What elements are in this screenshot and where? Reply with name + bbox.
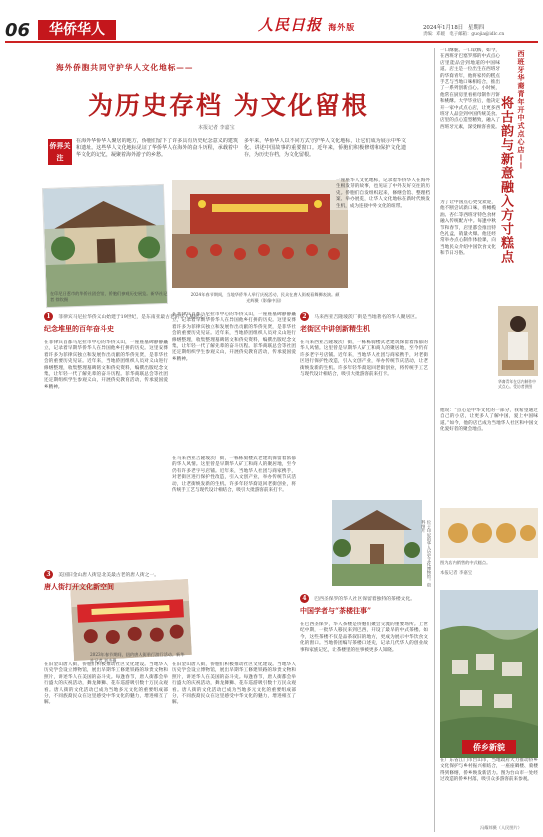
section-name: 华侨华人 (49, 22, 105, 38)
lead-kicker: 海外侨胞共同守护华人文化地标—— (56, 63, 194, 72)
qiaoxiang-badge (462, 740, 516, 754)
tag-badge (48, 139, 72, 165)
intro-right: 多年来，华侨华人以不同方式守护华人文化地标，让它们成为展示中华文化、讲述中国故事的重要窗口。近年来，侨胞们积极修缮和保护文化遗存，为历史存档，为文化留根。 (244, 138, 406, 158)
right-kicker: 西班牙华裔青年开中式点心店—— (517, 50, 526, 170)
qiaoxiang-text: 在广东省江门市台山市，当地政府大力推动侨乡文化保护与乡村振兴相结合，一座座碉楼、骑楼得到修缮，侨乡焕发新活力。图为台山市一处经过改造的侨乡村落，吸引众多游客前来参观。 (440, 758, 538, 783)
right-body-top: 一口酥脆、一口软糯，如今，在西班牙巴塞罗那的中式点心店里能品尝到地道的中国味道。店主是一位出生在西班牙的华裔青年，他将家传的糕点手艺与当地口味相结合，推出了一系列创新点心。小时候，他常在厨房里看祖母制作月饼和桃酥。大学毕业后，他决定开一家中式点心店，让更多西班牙人品尝到中国传统美食。店里的点心造型精致，融入了西班牙元素，深受顾客喜爱。 (440, 48, 500, 130)
qiaoxiang-credit: 冯耀邦摄（人民图片） (480, 825, 522, 830)
section-4-kicker: 巴西圣保罗的华人社区保留着独特的茶楼文化。 (314, 597, 416, 602)
section-3-body: 在旧金山唐人街，侨胞们积极推动社区文化建设。当地华人历史学会设立博物馆，展出早期华工修建铁路的珍贵文物和照片，讲述华人在美国的奋斗史。每逢春节，唐人街都会举行盛大的庆祝活动，舞龙舞狮、花车巡游吸引数十万民众观看。唐人街的文化活动已成为当地多元文化的重要组成部分，不同族裔民众在这里感受中华文化的魅力，增进相互了解。 (44, 662, 168, 706)
section-1-body-cont: 在菲律宾首都马尼拉市中心的华侨义山，一座座墓碑静静矗立，记录着早期华侨华人在异国他乡打拼的历史。这里安葬着许多为菲律宾独立和发展作出贡献的华侨先贤，是菲华社会的重要历史见证。近年来，当地侨团组织人员对义山进行修缮整理，收集整理墓碑铭文和侨史资料，编撰出版纪念文集，让年轻一代了解先辈的奋斗历程。菲华商联总会等社团还定期组织学生参观义山，开展侨史教育活动，传承爱国爱乡精神。 (172, 312, 296, 362)
lead-photo-1-caption: 在印尼日惹市的华侨社团会馆，侨胞们参观历史展览。新华社记者 徐钦摄 (50, 291, 168, 302)
issue-date (423, 23, 484, 31)
section-2-head (300, 312, 420, 322)
section-3-kicker: 美国旧金山唐人街是北美最古老的唐人街之一。 (58, 573, 160, 578)
right-vertical-title: 将古韵与新意融入方寸糕点 (498, 96, 513, 264)
masthead-logo (258, 14, 355, 35)
section-1-number: 1 (44, 312, 53, 321)
section-tab (38, 20, 116, 40)
editor-email: 电子邮箱：guojia@idlc.cn (449, 32, 505, 37)
pastry-chef-photo (498, 306, 538, 376)
header-rule (5, 41, 538, 43)
section-3-head (44, 570, 159, 580)
masthead-edition: 海外版 (328, 22, 356, 32)
lead-photo-2-caption: 2024年春节期间，当地华侨华人举行庆祝活动，民众在唐人街观看舞狮表演。颜光辉摄（影像中国） (190, 292, 340, 303)
lead-photo-3 (70, 579, 192, 661)
lead-photo-4 (332, 500, 422, 586)
village-landscape (440, 590, 538, 758)
right-body-mid: 为了让中国点心更受欢迎，他不断尝试新口味，将橄榄油、杏仁等西班牙特色食材融入传统配方中。每逢中秋节和春节，店里都会推出特色礼盒，销量火爆。他还经常举办点心制作体验课，向当地民众介绍中国饮食文化和节日习俗。 (440, 200, 496, 257)
dessert-illustration (440, 508, 538, 558)
section-4-title: 中国学者与“茶楼往事” (300, 606, 372, 615)
column-divider (434, 48, 435, 832)
editor-line: 责编：邓媛 (423, 32, 445, 37)
qiaoxiang-title: 侨乡新貌 (473, 742, 505, 752)
lead-photo-1 (42, 184, 168, 308)
right-photo-caption: 华裔青年在店内制作中式点心。受访者供图 (498, 379, 536, 389)
right-body-low: 他说：“点心是中华文化的一部分，我希望通过自己的小店，让更多人了解中国，爱上中国味道。”如今，他的店已成为当地华人社区和中国文化爱好者的聚会地点。 (440, 408, 538, 433)
tag-label: 侨界关注 (49, 141, 71, 162)
dessert-photo (440, 508, 538, 558)
editor-info (423, 31, 504, 37)
lead-photo-2 (172, 180, 348, 288)
section-2-number: 2 (300, 312, 309, 321)
lead-body-1: 一座座华人文化地标，记录着华侨华人在海外生根发芽的故事，也见证了中外友好交往的历史。侨胞们自发组织起来，修缮会馆、整理档案、举办展览，让华人文化地标在新时代焕发生机，成为连接中外文化的纽带。 (336, 178, 430, 209)
museum-building (332, 500, 422, 586)
section-2-body-cont: 在马来西亚吉隆坡茨厂街，一栋栋骑楼式老建筑保留着浓郁的华人风情。这里曾是早期华人矿工和商人的聚居地，至今仍有许多老字号店铺。近年来，当地华人社团与商家携手，对老街区进行保护性改造，引入文创产业，举办传统节庆活动，让老街焕发新的生机。许多年轻华裔返回老街创业，将传统手工艺与现代设计相结合，吸引大批游客前来打卡。 (172, 456, 296, 494)
parade-scene (70, 579, 192, 661)
section-3-title: 唐人街打开文化新空间 (44, 582, 114, 591)
celebration-scene (172, 180, 348, 288)
section-2-body: 在马来西亚吉隆坡茨厂街，一栋栋骑楼式老建筑保留着浓郁的华人风情。这里曾是早期华人矿工和商人的聚居地，至今仍有许多老字号店铺。近年来，当地华人社团与商家携手，对老街区进行保护性改造，引入文创产业，举办传统节庆活动，让老街焕发新的生机。许多年轻华裔返回老街创业，将传统手工艺与现代设计相结合，吸引大批游客前来打卡。 (300, 340, 428, 378)
section-1-title: 纪念堆里的百年奋斗史 (44, 324, 114, 333)
section-4-head (300, 594, 415, 604)
courtyard-illustration (43, 185, 168, 308)
dessert-caption: 图为店内销售的中式糕点。 (440, 560, 491, 565)
page-header (0, 0, 543, 42)
qiaoxiang-photo (440, 590, 538, 758)
page-number: 06 (5, 20, 31, 41)
weekday-text: 星期四 (467, 25, 485, 31)
lead-photo-4-caption: 位于印尼的华人历史文化博物馆。资料图片 (421, 520, 432, 588)
right-photo (498, 306, 538, 376)
section-4-number: 4 (300, 594, 309, 603)
section-2-kicker: 马来西亚吉隆坡茨厂街是当地著名的华人聚居区。 (314, 315, 420, 320)
intro-left: 在海外华侨华人聚居的地方，侨胞们留下了许多具有历史纪念意义的建筑和遗址。这些华人文化地标见证了华侨华人在海外的奋斗历程，承载着中华文化的记忆，凝聚着海外游子的乡愁。 (76, 138, 238, 158)
lead-photo-3-caption: 2023年春节期间，纽约唐人街举行游行活动。新华社记者 刘杰摄 (90, 652, 185, 663)
masthead-name: 人民日报 (258, 16, 323, 34)
date-text: 2024年1月18日 (423, 25, 464, 31)
section-1-body: 在菲律宾首都马尼拉市中心的华侨义山，一座座墓碑静静矗立，记录着早期华侨华人在异国他乡打拼的历史。这里安葬着许多为菲律宾独立和发展作出贡献的华侨先贤，是菲华社会的重要历史见证。近年来，当地侨团组织人员对义山进行修缮整理，收集整理墓碑铭文和侨史资料，编撰出版纪念文集，让年轻一代了解先辈的奋斗历程。菲华商联总会等社团还定期组织学生参观义山，开展侨史教育活动，传承爱国爱乡精神。 (44, 340, 168, 390)
lead-byline: 本报记者 李嘉宝 (198, 125, 235, 131)
section-2-title: 老街区中讲创新精生机 (300, 324, 370, 333)
lead-headline: 为历史存档 为文化留根 (88, 91, 369, 120)
section-3-body-cont: 在旧金山唐人街，侨胞们积极推动社区文化建设。当地华人历史学会设立博物馆，展出早期华工修建铁路的珍贵文物和照片，讲述华人在美国的奋斗史。每逢春节，唐人街都会举行盛大的庆祝活动，舞龙舞狮、花车巡游吸引数十万民众观看。唐人街的文化活动已成为当地多元文化的重要组成部分，不同族裔民众在这里感受中华文化的魅力，增进相互了解。 (172, 662, 296, 706)
right-author: 本报记者 李嘉宝 (440, 571, 473, 576)
section-4-body: 在巴西圣保罗，华人茶楼是侨胞们聚会交流的重要场所。上世纪中期，一批华人移民来到巴西，开设了最早的中式茶楼。如今，这些茶楼不仅是品茶叙旧的地方，更成为展示中华饮食文化的窗口。当地侨团编写茶楼口述史，记录几代华人的创业故事和家族记忆，让茶楼里的往事被更多人知晓。 (300, 622, 428, 653)
section-3-number: 3 (44, 570, 53, 579)
section-1-kicker: 菲律宾马尼拉华侨义山始建于19世纪，是东南亚最古老的华人墓园之一。 (58, 315, 214, 320)
